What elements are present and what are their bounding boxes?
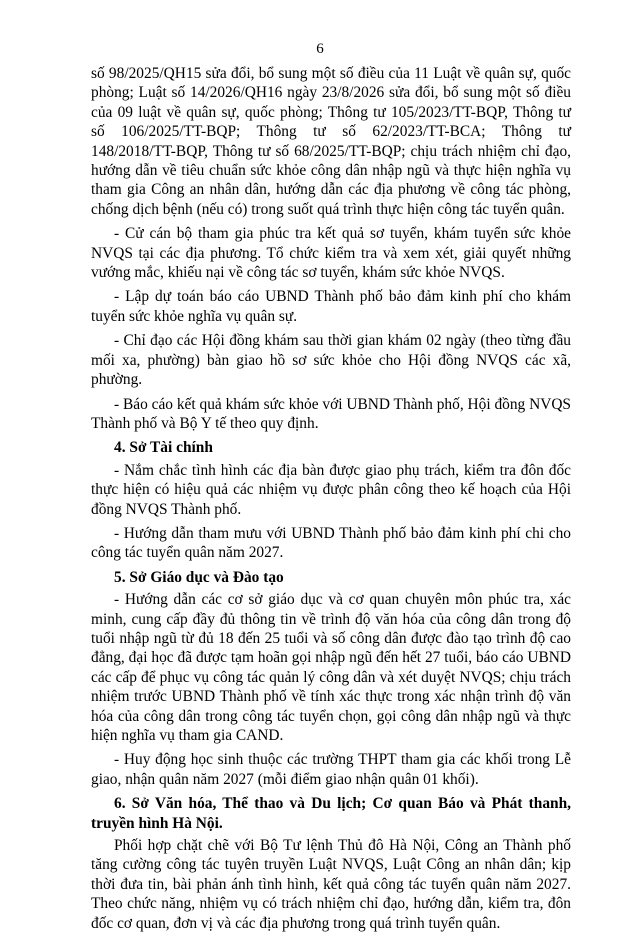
paragraph-item: - Chỉ đạo các Hội đồng khám sau thời gian khám 02 ngày (theo từng đầu mối xa, phường) bàn giao hồ sơ sức khỏe cho Hội đồng NVQS các xã, phường. [91, 332, 571, 389]
section-heading-so-van-hoa: 6. Sở Văn hóa, Thể thao và Du lịch; Cơ quan Báo và Phát thanh, truyền hình Hà Nội. [91, 795, 571, 832]
section-heading-so-giao-duc: 5. Sở Giáo dục và Đào tạo [114, 568, 284, 586]
paragraph-item: - Huy động học sinh thuộc các trường THPT tham gia các khối trong Lễ giao, nhận quân năm 2027 (mỗi điểm giao nhận quân 01 khối). [91, 751, 571, 788]
paragraph-continued: số 98/2025/QH15 sửa đổi, bổ sung một số điều của 11 Luật về quân sự, quốc phòng; Luật số 14/2026/QH16 ngày 23/8/2026 sửa đổi, bổ sung một số điều của 09 luật về quân sự, quốc phòng; Thông tư 105/2023/TT-BQP, Thông tư số 106/2025/TT-BQP; Thông tư số 62/2023/TT-BCA; Thông tư 148/2018/TT-BQP, Thông tư số 68/2025/TT-BQP; chịu trách nhiệm chỉ đạo, hướng dẫn về tiêu chuẩn sức khỏe công dân nhập ngũ và thực hiện nghĩa vụ tham gia Công an nhân dân, hướng dẫn các địa phương về công tác phòng, chống dịch bệnh (nếu có) trong suốt quá trình thực hiện công tác tuyển quân. [91, 65, 571, 218]
paragraph-item: - Báo cáo kết quả khám sức khỏe với UBND Thành phố, Hội đồng NVQS Thành phố và Bộ Y tế theo quy định. [91, 395, 571, 432]
document-body [91, 64, 571, 938]
paragraph-item: - Hướng dẫn tham mưu với UBND Thành phố bảo đảm kinh phí chi cho công tác tuyển quân năm 2027. [91, 524, 571, 562]
paragraph-item: Phối hợp chặt chẽ với Bộ Tư lệnh Thủ đô Hà Nội, Công an Thành phố tăng cường công tác tuyên truyền Luật NVQS, Luật Công an nhân dân; kịp thời đưa tin, bài phản ánh tình hình, kết quả công tác tuyển quân năm 2027. Theo chức năng, nhiệm vụ có trách nhiệm chỉ đạo, hướng dẫn, kiểm tra, đôn đốc cơ quan, đơn vị và các địa phương trong quá trình tuyển quân. [91, 837, 571, 932]
paragraph-item: - Lập dự toán báo cáo UBND Thành phố bảo đảm kinh phí cho khám tuyển sức khỏe nghĩa vụ quân sự. [91, 288, 571, 325]
paragraph-item: - Cử cán bộ tham gia phúc tra kết quả sơ tuyển, khám tuyển sức khỏe NVQS tại các địa phương. Tổ chức kiểm tra và xem xét, giải quyết những vướng mắc, khiếu nại về công tác sơ tuyển, khám sức khỏe NVQS. [91, 225, 571, 282]
section-heading-so-tai-chinh: 4. Sở Tài chính [114, 439, 213, 457]
page-number: 6 [316, 41, 324, 57]
paragraph-item: - Hướng dẫn các cơ sở giáo dục và cơ quan chuyên môn phúc tra, xác minh, cung cấp đầy đủ thông tin về trình độ văn hóa của công dân trong độ tuổi nhập ngũ từ đủ 18 đến 25 tuổi và số công dân được đào tạo trình độ cao đẳng, đại học đã được tạm hoãn gọi nhập ngũ đến hết 27 tuổi, báo cáo UBND các cấp để phục vụ công tác quản lý công dân và xét duyệt NVQS; chịu trách nhiệm trước UBND Thành phố về tính xác thực trong xác nhận trình độ văn hóa của công dân trong công tác tuyển chọn, gọi công dân nhập ngũ và thực hiện nghĩa vụ tham gia CAND. [91, 591, 571, 744]
paragraph-item: - Nắm chắc tình hình các địa bàn được giao phụ trách, kiểm tra đôn đốc thực hiện có hiệu quả các nhiệm vụ được phân công theo kế hoạch của Hội đồng NVQS Thành phố. [91, 461, 571, 518]
